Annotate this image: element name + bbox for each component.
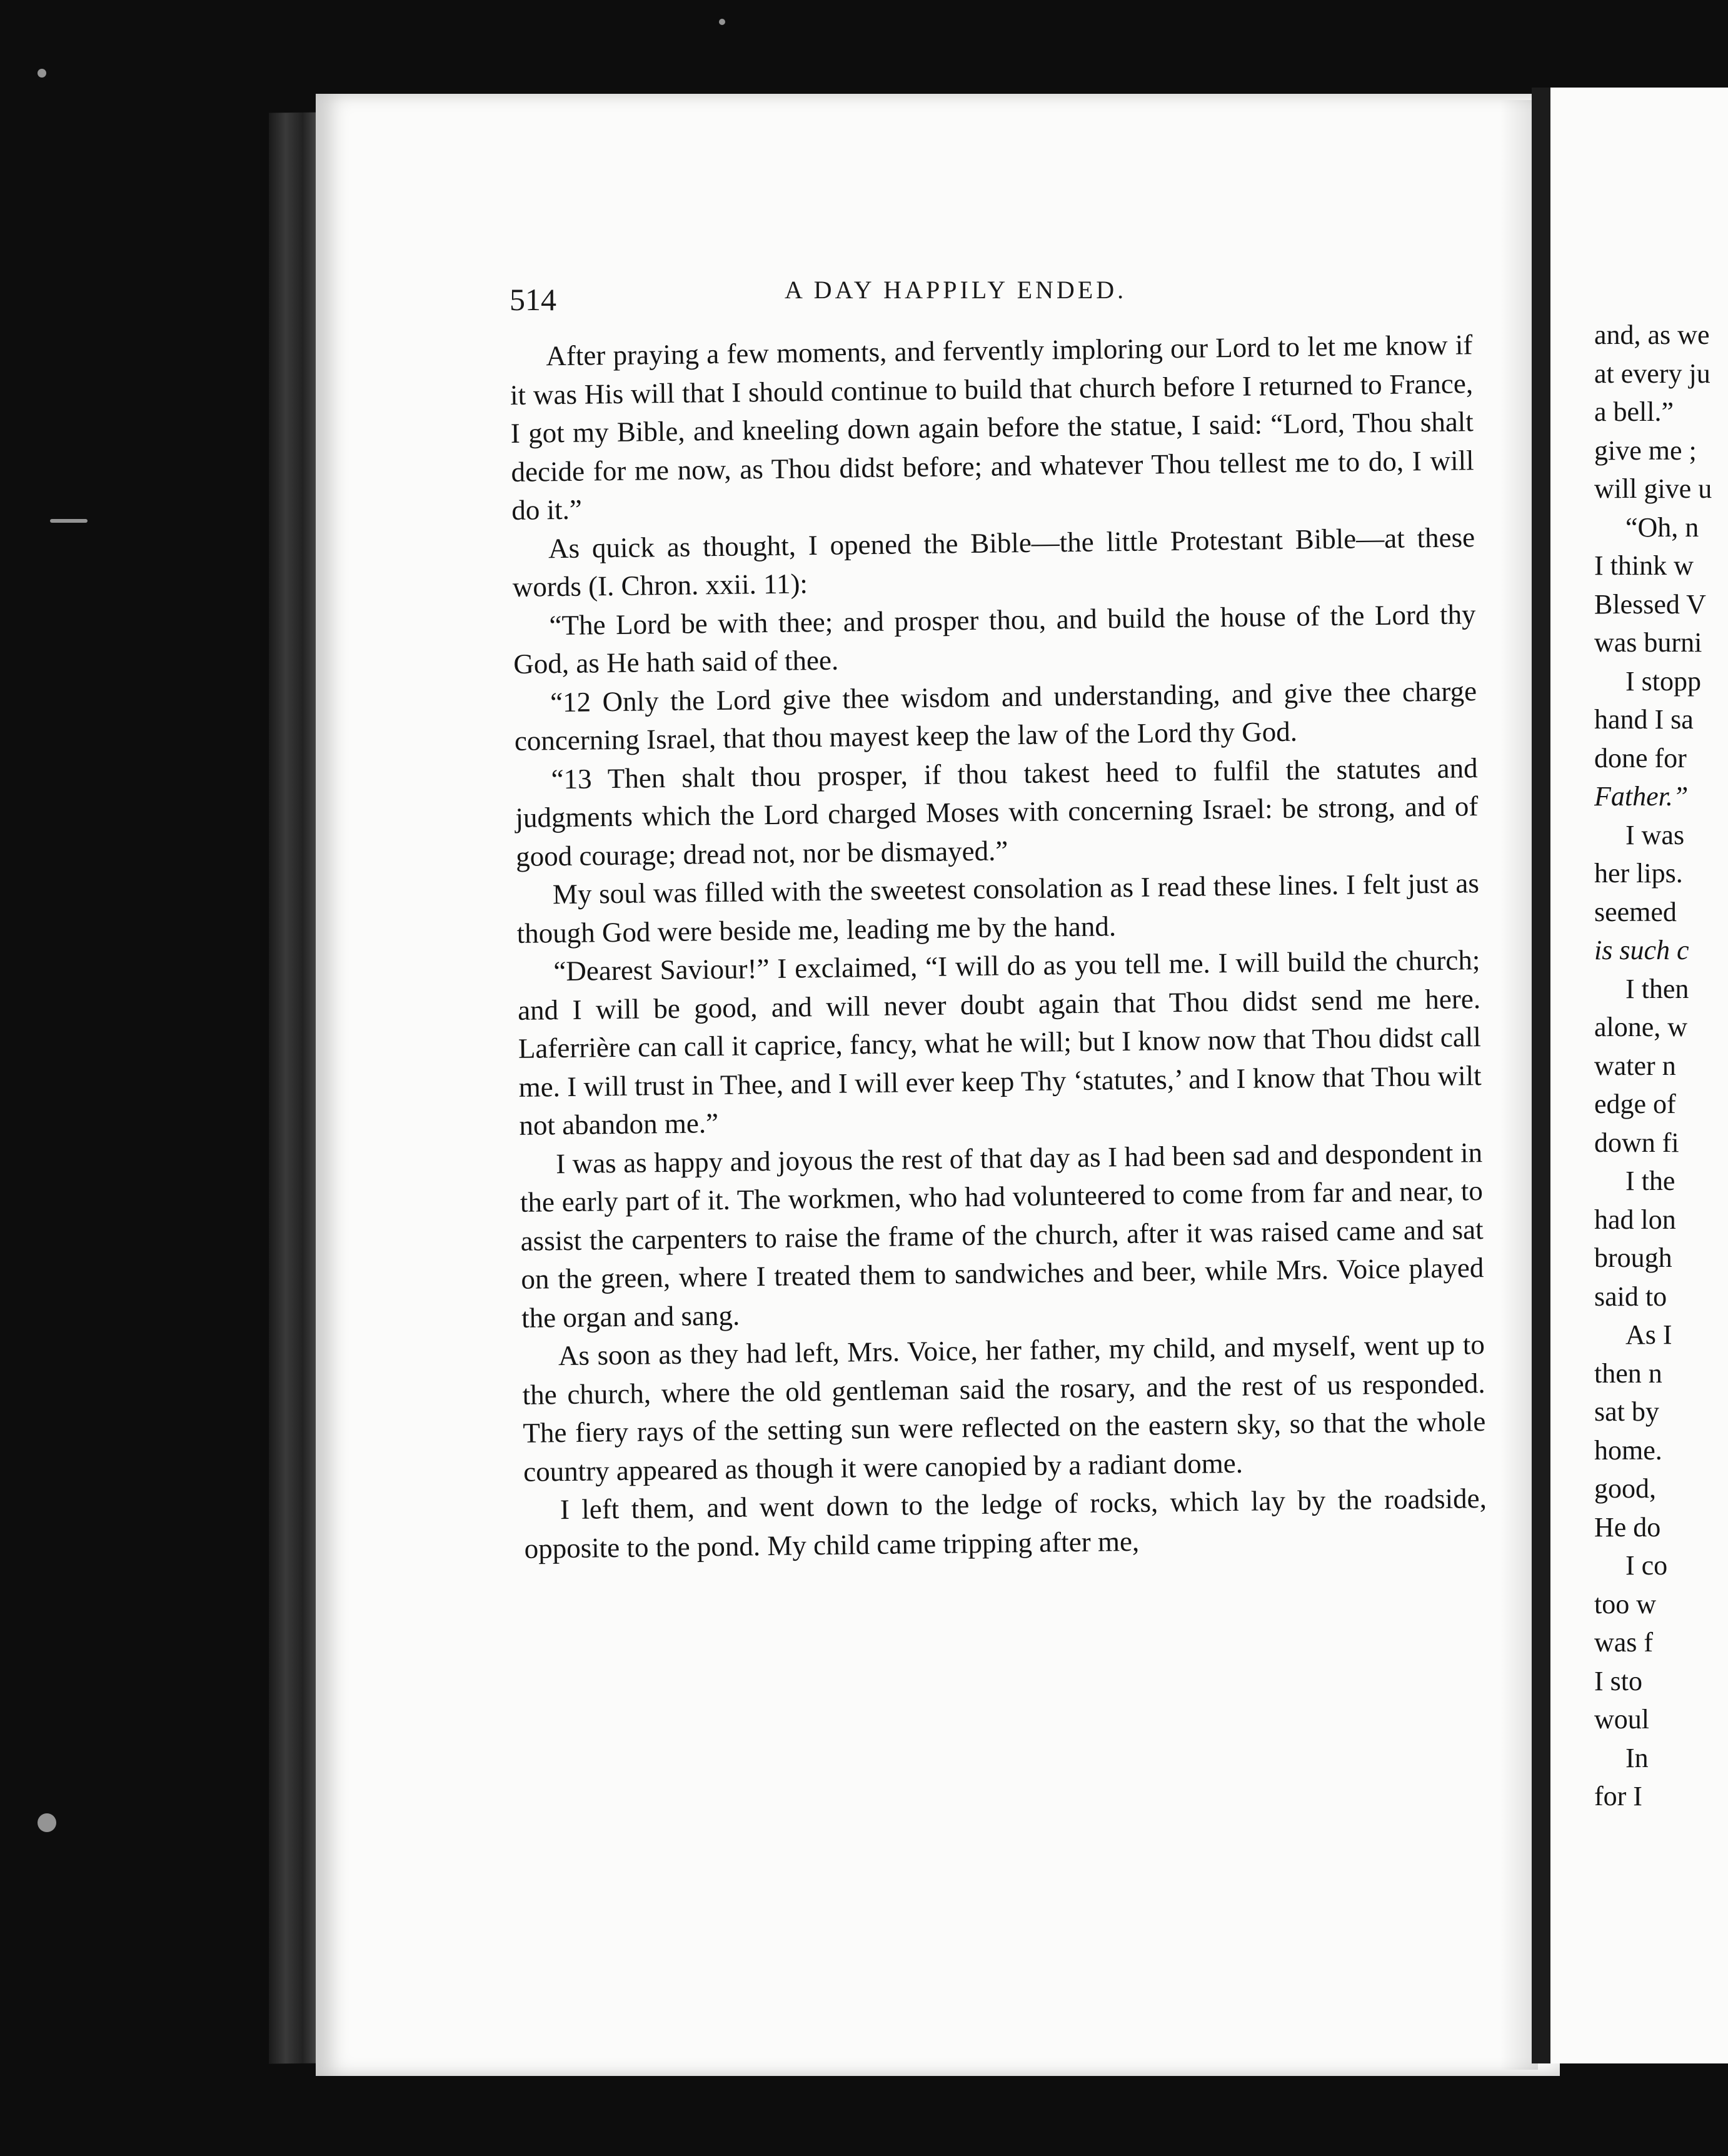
- scan-speck: [719, 19, 725, 25]
- right-line: “Oh, n: [1625, 511, 1699, 543]
- right-line: will give u: [1594, 473, 1712, 504]
- paragraph: “12 Only the Lord give thee wisdom and understanding, and give thee charge concerning Israel, that thou mayest keep the law of the Lord thy God.: [514, 675, 1477, 757]
- left-page-body: [510, 326, 1487, 1568]
- right-line: then n: [1594, 1358, 1662, 1389]
- right-line: As I: [1625, 1319, 1672, 1350]
- right-line: was f: [1594, 1627, 1654, 1658]
- right-line: said to: [1594, 1281, 1667, 1312]
- right-line: Father.”: [1594, 781, 1689, 812]
- right-line: had lon: [1594, 1204, 1676, 1235]
- page-number: 514: [510, 282, 556, 317]
- right-line: I think w: [1594, 550, 1694, 581]
- right-line: and, as we: [1594, 320, 1710, 350]
- right-line: too w: [1594, 1588, 1656, 1620]
- right-line: seemed: [1594, 896, 1677, 927]
- paragraph: “The Lord be with thee; and prosper thou, and build the house of the Lord thy God, as He hath said of thee.: [513, 598, 1476, 680]
- paragraph: As soon as they had left, Mrs. Voice, her father, my child, and myself, went up to the church, where the old gentleman said the rosary, and the rest of us responded. The fiery rays of the setting sun were reflected on the eastern sky, so that the whole country appeared as though it were canopied by a radiant dome.: [522, 1329, 1486, 1488]
- right-line: I was: [1625, 819, 1685, 850]
- right-line: is such c: [1594, 935, 1689, 965]
- scan-speck: [38, 1813, 56, 1832]
- right-line: alone, w: [1594, 1012, 1688, 1042]
- right-line: He do: [1594, 1511, 1661, 1543]
- right-line: I then: [1625, 973, 1689, 1004]
- right-line: woul: [1594, 1704, 1649, 1735]
- running-title: A DAY HAPPILY ENDED.: [785, 276, 1127, 304]
- right-line: good,: [1594, 1473, 1656, 1504]
- right-line: I the: [1625, 1166, 1675, 1196]
- right-line: her lips.: [1594, 858, 1683, 889]
- right-line: for I: [1594, 1781, 1642, 1811]
- right-line: water n: [1594, 1050, 1676, 1081]
- right-line: edge of: [1594, 1089, 1676, 1119]
- right-line: I stopp: [1625, 665, 1701, 697]
- scan-speck: [38, 69, 46, 78]
- scan-speck: [50, 519, 88, 523]
- right-line: at every ju: [1594, 358, 1710, 389]
- right-page-fragment: [1594, 316, 1728, 1816]
- paragraph: “Dearest Saviour!” I exclaimed, “I will do as you tell me. I will build the church; and I will be good, and will never doubt again that Thou didst send me here. Laferrière can call it caprice, fancy, what he will; but I know now that Thou didst call me. I will trust in Thee, and I will ever keep Thy ‘statutes,’ and I know that Thou wilt not abandon me.”: [517, 944, 1482, 1141]
- right-line: a bell.”: [1594, 396, 1674, 427]
- right-line: I sto: [1594, 1665, 1642, 1696]
- paragraph: After praying a few moments, and fervently imploring our Lord to let me know if it was His will that I should continue to build that church before I returned to France, I got my Bible, and kneeling down again before the statue, I said: “Lord, Thou shalt decide for me now, as Thou didst before; and whatever Thou tellest me to do, I will do it.”: [510, 329, 1474, 526]
- paragraph: “13 Then shalt thou prosper, if thou takest heed to fulfil the statutes and judgments which the Lord charged Moses with concerning Israel: be strong, and of good courage; dread not, nor be dismayed.”: [515, 752, 1479, 872]
- right-line: In: [1625, 1742, 1649, 1773]
- right-line: done for: [1594, 742, 1687, 773]
- paragraph: My soul was filled with the sweetest consolation as I read these lines. I felt just as though God were beside me, leading me by the hand.: [516, 867, 1480, 949]
- right-line: was burni: [1594, 627, 1702, 658]
- right-line: give me ;: [1594, 435, 1697, 466]
- right-line: sat by: [1594, 1396, 1659, 1427]
- paragraph: I was as happy and joyous the rest of that day as I had been sad and despondent in the early part of it. The workmen, who had volunteered to come from far and near, to assist the carpenters to raise the frame of the church, after it was raised came and sat on the green, where I treated them to sandwiches and beer, while Mrs. Voice played the organ and sang.: [520, 1136, 1484, 1334]
- right-line: home.: [1594, 1434, 1662, 1466]
- right-line: hand I sa: [1594, 704, 1694, 735]
- right-line: brough: [1594, 1242, 1672, 1273]
- right-line: down fi: [1594, 1127, 1679, 1158]
- paragraph: As quick as thought, I opened the Bible—the little Protestant Bible—at these words (I. Chron. xxii. 11):: [512, 521, 1475, 603]
- paragraph: I left them, and went down to the ledge of rocks, which lay by the roadside, opposite to the pond. My child came tripping after me,: [524, 1483, 1487, 1564]
- right-line: I co: [1625, 1550, 1668, 1581]
- right-line: Blessed V: [1594, 588, 1706, 620]
